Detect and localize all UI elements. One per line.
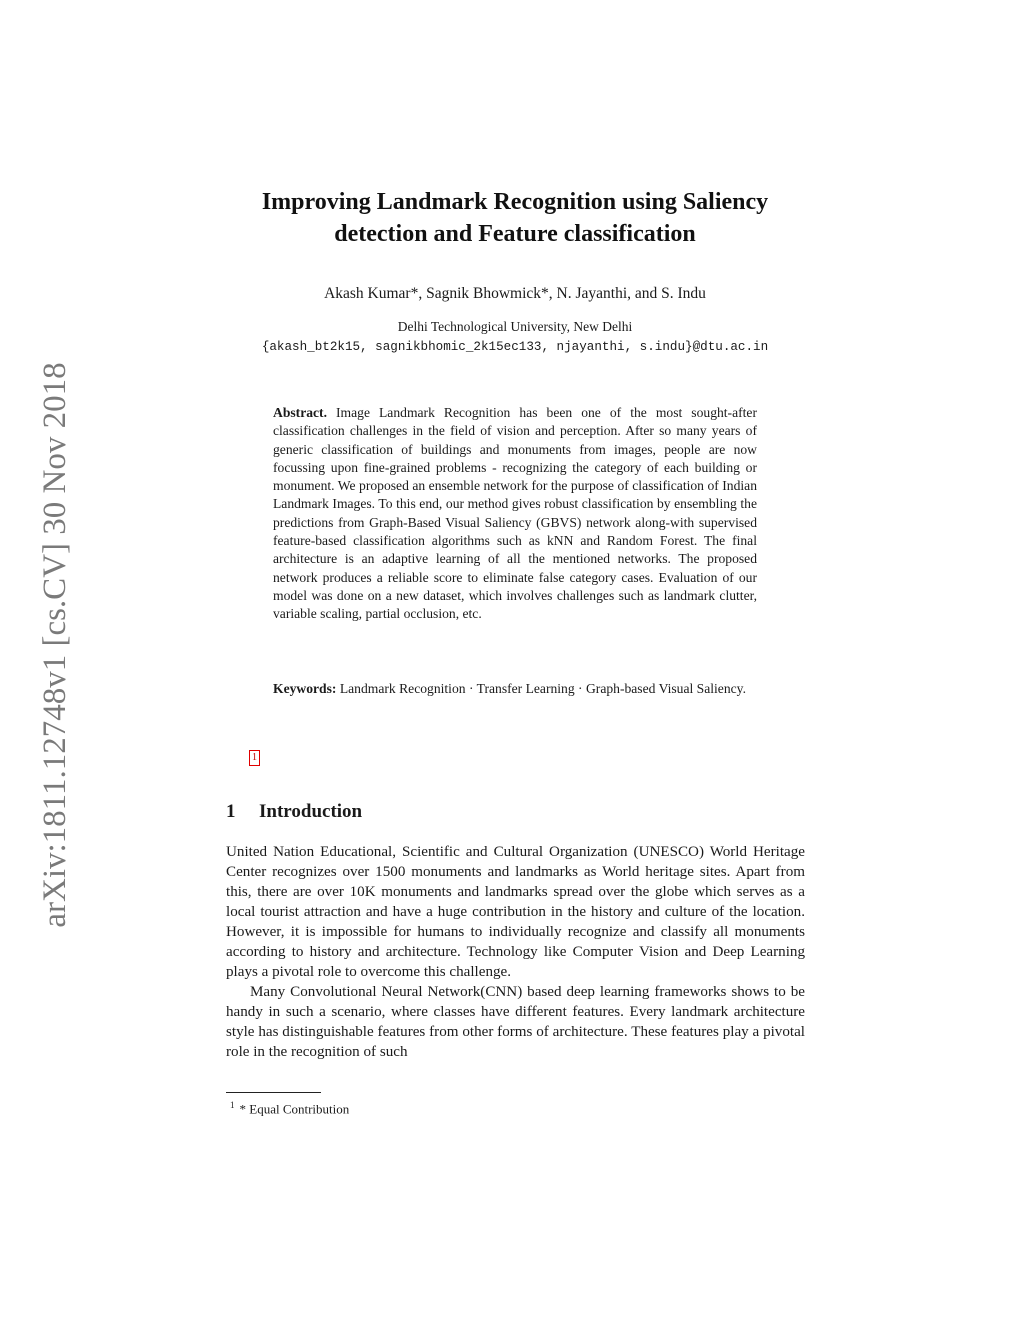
paragraph: United Nation Educational, Scientific and Cultural Organization (UNESCO) World Heritage Center recognizes over 1500 monuments and landmarks as World heritage sites. Apart from this, there are over 10K monuments and landmarks spread over the globe which serves as a local tourist attraction and have a huge contribution in the history and culture of the location. However, it is impossible for humans to individually recognize and classify all monuments according to history and architecture. Technology like Computer Vision and Deep Learning plays a pivotal role to overcome this challenge. bbox=[226, 844, 805, 980]
title-line-2: detection and Feature classification bbox=[334, 221, 696, 247]
abstract-label: Abstract. bbox=[273, 405, 327, 420]
abstract-block bbox=[273, 404, 757, 624]
author-emails: {akash_bt2k15, sagnikbhomic_2k15ec133, njayanthi, s.indu}@dtu.ac.in bbox=[261, 340, 769, 354]
author-list: Akash Kumar*, Sagnik Bhowmick*, N. Jayanthi, and S. Indu bbox=[324, 285, 706, 302]
footnote-number: 1 bbox=[230, 1100, 235, 1110]
footnote bbox=[230, 1096, 790, 1118]
keywords-text: Landmark Recognition · Transfer Learning · Graph-based Visual Saliency. bbox=[339, 681, 746, 696]
section-heading-introduction bbox=[226, 799, 806, 825]
section-title: Introduction bbox=[259, 801, 363, 822]
footnote-link[interactable]: 1 bbox=[249, 750, 260, 766]
paper-title bbox=[200, 186, 830, 250]
affiliation: Delhi Technological University, New Delhi bbox=[397, 319, 633, 334]
section-number: 1 bbox=[226, 801, 236, 822]
introduction-body bbox=[226, 842, 805, 1062]
footnote-text: * Equal Contribution bbox=[239, 1101, 350, 1117]
keywords-label: Keywords: bbox=[273, 681, 337, 696]
title-line-1: Improving Landmark Recognition using Saliency bbox=[261, 189, 769, 215]
arxiv-identifier-stamp: arXiv:1811.12748v1 [cs.CV] 30 Nov 2018 bbox=[37, 362, 73, 928]
abstract-text: Image Landmark Recognition has been one of the most sought-after classification challenges in the field of vision and perception. After so many years of generic classification of buildings and monuments from images, people are now focussing upon fine-grained problems - recognizing the category of each building or monument. We proposed an ensemble network for the purpose of classification of Indian Landmark Images. To this end, our method gives robust classification by ensembling the predictions from Graph-Based Visual Saliency (GBVS) network along-with supervised feature-based classification algorithms such as kNN and Random Forest. The final architecture is an adaptive learning of all the mentioned networks. The proposed network produces a reliable score to eliminate false category cases. Evaluation of our model was done on a new dataset, which involves challenges such as landmark clutter, variable scaling, partial occlusion, etc. bbox=[273, 405, 757, 622]
footnote-divider bbox=[226, 1092, 321, 1093]
paragraph: Many Convolutional Neural Network(CNN) based deep learning frameworks shows to be handy in such a scenario, where classes have different features. Every landmark architecture style has distinguishable features from other forms of architecture. These features play a pivotal role in the recognition of such bbox=[226, 984, 805, 1060]
keywords-block bbox=[273, 680, 757, 698]
